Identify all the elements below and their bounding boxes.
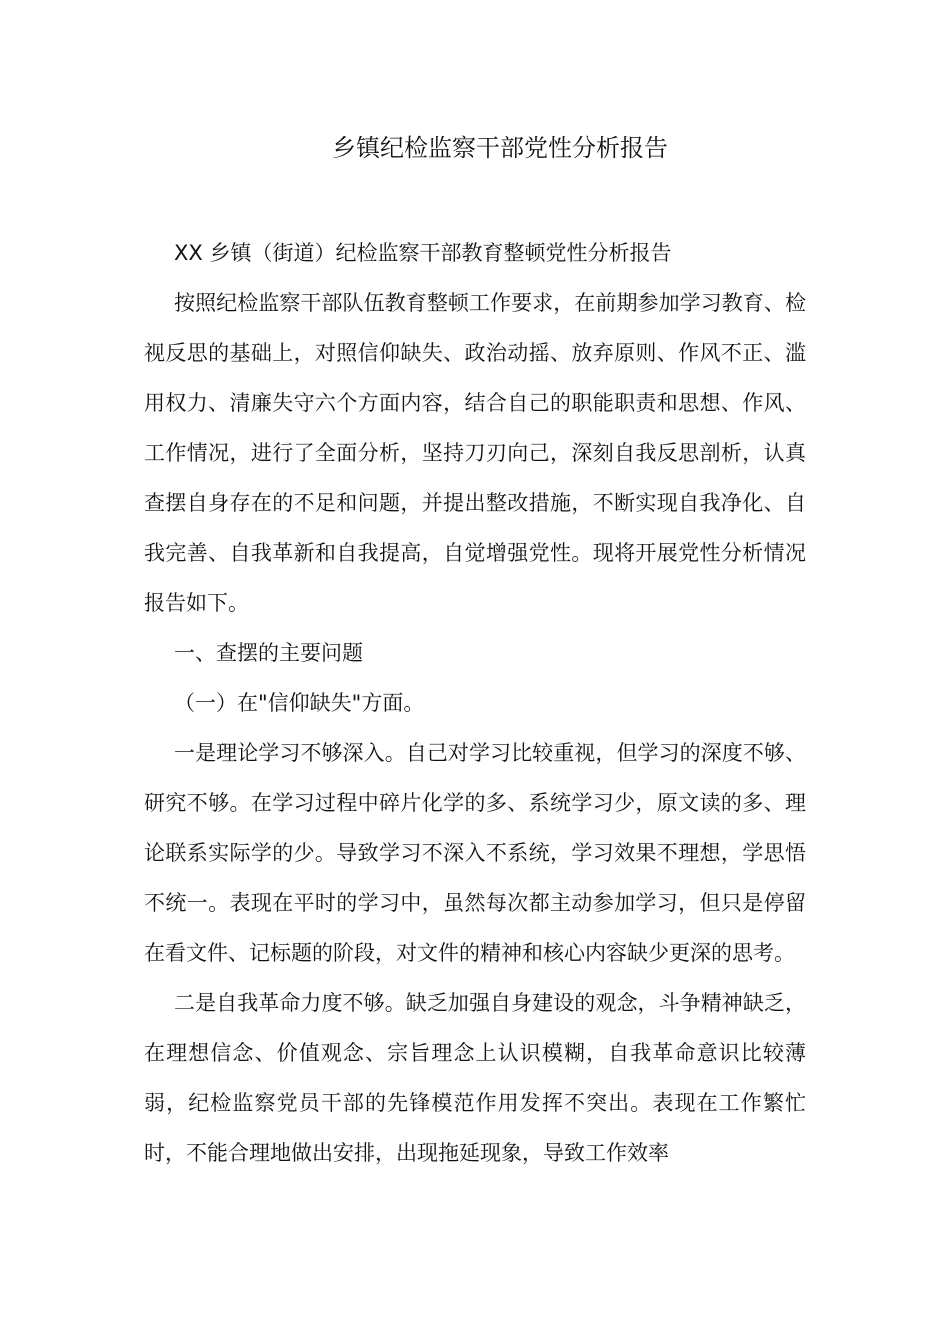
report-subtitle: XX 乡镇（街道）纪检监察干部教育整顿党性分析报告 <box>174 241 672 265</box>
subsection-heading: （一）在"信仰缺失"方面。 <box>174 691 425 715</box>
intro-paragraph: 按照纪检监察干部队伍教育整顿工作要求，在前期参加学习教育、检视反思的基础上，对照信仰缺失、政治动摇、放弃原则、作风不正、滥用权力、清廉失守六个方面内容，结合自己的职能职责和思想、作风、工作情况，进行了全面分析，坚持刀刃向己，深刻自我反思剖析，认真查摆自身存在的不足和问题，并提出整改措施，不断实现自我净化、自我完善、自我革新和自我提高，自觉增强党性。现将开展党性分析情况报告如下。 <box>144 291 806 615</box>
body-paragraph: 一是理论学习不够深入。自己对学习比较重视，但学习的深度不够、研究不够。在学习过程中碎片化学的多、系统学习少，原文读的多、理论联系实际学的少。导致学习不深入不系统，学习效果不理想，学思悟不统一。表现在平时的学习中，虽然每次都主动参加学习，但只是停留在看文件、记标题的阶段，对文件的精神和核心内容缺少更深的思考。 <box>144 741 806 965</box>
document-body <box>144 228 806 1178</box>
section-heading: 一、查摆的主要问题 <box>174 641 363 665</box>
body-paragraph: 二是自我革命力度不够。缺乏加强自身建设的观念，斗争精神缺乏，在理想信念、价值观念、宗旨理念上认识模糊，自我革命意识比较薄弱，纪检监察党员干部的先锋模范作用发挥不突出。表现在工作繁忙时，不能合理地做出安排，出现拖延现象，导致工作效率 <box>144 991 806 1165</box>
document-title: 乡镇纪检监察干部党性分析报告 <box>332 134 668 162</box>
